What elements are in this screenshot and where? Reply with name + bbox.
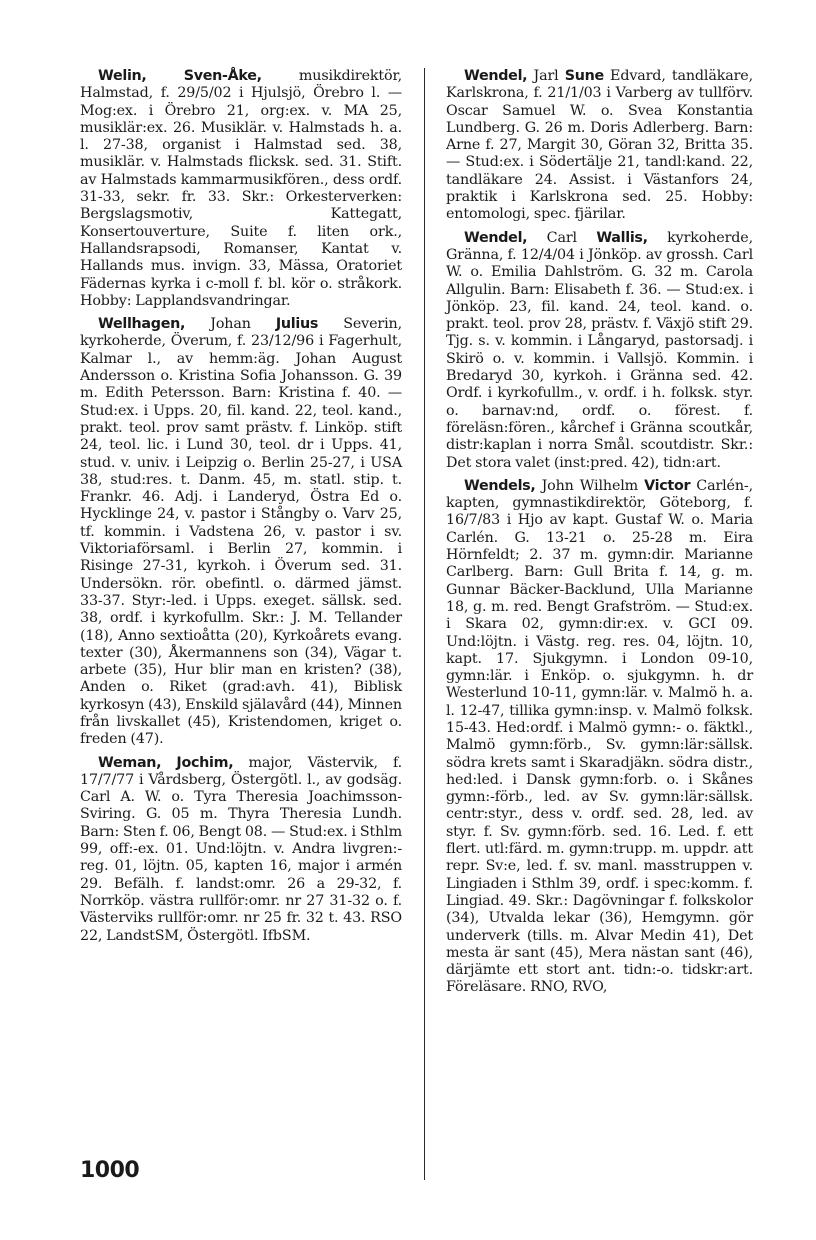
entry-called-name: Victor <box>644 477 691 494</box>
entry-given-name: Johan <box>210 316 276 333</box>
entry-text: kyrkoherde, Gränna, f. 12/4/04 i Jönköp. av grossh. Carl W. o. Emilia Dahlström. G. 32 m. Carola Allgulin. Barn: Elisabeth f. 36. — Stud:ex. i Jönköp. 23, fil. kand. 24, teol. kand. o. prakt. teol. prov 28, prästv. f. Växjö stift 29. Tjg. s. v. kommin. i Långaryd, pastorsadj. i Skirö o. v. kommin. i Vallsjö. Kommin. i Bredaryd 30, kyrkoh. i Gränna sed. 42. Ordf. i kyrkofullm., v. ordf. i h. folksk. styr. o. barnav:nd, ordf. o. förest. f. föreläsn:fören., kårchef i Gränna scoutkår, distr:kaplan i norra Smål. scoutdistr. Skr.: Det stora valet (inst:pred. 42), tidn:art. <box>446 229 753 471</box>
entry-surname: Wellhagen, <box>98 316 186 333</box>
entry-text: kapten, gymnastikdirektör, Göteborg, f. 16/7/83 i Hjo av kapt. Gustaf W. o. Maria Carlén. G. 13-21 o. 25-28 m. Eira Hörnfeldt; 2. 37 m. gymn:dir. Marianne Carlberg. Barn: Gull Brita f. 14, g. m. Gunnar Bäcker-Backlund, Ulla Marianne 18, g. m. red. Bengt Grafström. — Stud:ex. i Skara 02, gymn:dir:ex. v. GCI 09. Und:löjtn. i Västg. reg. res. 04, löjtn. 10, kapt. 17. Sjukgymn. i London 09-10, gymn:lär. i Enköp. o. sjukgymn. h. dr Westerlund 10-11, gymn:lär. v. Malmö h. a. l. 12-47, tillika gymn:insp. v. Malmö folksk. 15-43. Hed:ordf. i Malmö gymn:- o. fäktkl., Malmö gymn:förb., Sv. gymn:lär:sällsk. södra krets samt i Skaradjäkn. södra distr., hed:led. i Dansk gymn:forb. o. i Skånes gymn:-förb., led. av Sv. gymn:lär:sällsk. centr:styr., dess v. ordf. sed. 28, led. av styr. f. Sv. gymn:förb. sed. 16. Led. f. ett flert. utl:färd. m. gymn:trupp. m. uppdr. att repr. Sv:e, led. f. sv. manl. masstruppen v. Lingiaden i Sthlm 39, ordf. i spec:komm. f. Lingiad. 49. Skr.: Dagövningar f. folkskolor (34), Utvalda lekar (36), Hemgymn. gör underverk (tills. m. Alvar Medin 41), Det mesta är sant (45), Mera nästan sant (46), därjämte ett stort ant. tidn:-o. tidskr:art. Föreläsare. RNO, RVO, <box>446 495 753 996</box>
entry-given-name-rest: Carlén-, <box>690 477 754 494</box>
entry-given-name: Jarl <box>533 68 565 84</box>
entry-text: kyrkoherde, Överum, f. 23/12/96 i Fagerhult, Kalmar l., av hemm:äg. Johan August Andersson o. Kristina Sofia Johansson. G. 39 m. Edith Petersson. Barn: Kristina f. 40. — Stud:ex. i Upps. 20, fil. kand. 22, teol. kand., prakt. teol. prov samt prästv. f. Linköp. stift 24, teol. lic. i Lund 30, teol. dr i Upps. 41, stud. v. univ. i Leipzig o. Berlin 25-27, i USA 38, stud:res. t. Danm. 45, m. statl. stip. t. Frankr. 46. Adj. i Landeryd, Östra Ed o. Hycklinge 24, v. pastor i Stångby o. Varv 25, tf. kommin. i Vadstena 26, v. pastor i sv. Viktoriaförsaml. i Berlin 27, kommin. i Risinge 27-31, kyrkoh. i Överum sed. 31. Undersökn. rör. obefintl. o. därmed jämst. 33-37. Styr:-led. i Upps. exeget. sällsk. sed. 38, ordf. i kyrkofullm. Skr.: J. M. Tellander (18), Anno sextioåtta (20), Kyrkoårets evang. texter (30), Åkermannens son (34), Vägar t. arbete (35), Hur blir man en kristen? (38), Anden o. Riket (grad:avh. 41), Biblisk kyrkosyn (43), Enskild själavård (44), Minnen från livskallet (45), Kristendomen, kriget o. freden (47). <box>80 333 402 748</box>
entry-surname: Weman, <box>98 754 162 771</box>
entry-given-name-rest: Severin, <box>318 316 402 333</box>
biography-entry <box>446 68 753 224</box>
entry-given-name-rest: Edvard, <box>603 68 666 84</box>
entry-text: musikdirektör, Halmstad, f. 29/5/02 i Hjulsjö, Örebro l. — Mog:ex. i Örebro 21, org:ex. v. MA 25, musiklär:ex. 26. Musiklär. v. Halmstads h. a. l. 27-38, organist i Halmstad sed. 38, musiklär. v. Halmstads flicksk. sed. 31. Stift. av Halmstads kammarmusikfören., dess ordf. 31-33, sekr. fr. 33. Skr.: Orkesterverken: Bergslagsmotiv, Kattegatt, Konsertouverture, Suite f. liten ork., Hallandsrapsodi, Romanser, Kantat v. Hallands mus. invign. 33, Mässa, Oratoriet Fädernas kyrka i c-moll f. bl. kör o. stråkork. Hobby: Lapplandsvandringar. <box>80 68 402 309</box>
entry-surname: Wendel, <box>464 68 528 84</box>
entry-given-name: Carl <box>546 229 597 246</box>
column-divider <box>424 68 425 1180</box>
biography-entry <box>446 230 753 472</box>
right-column <box>446 68 753 1003</box>
page-number: 1000 <box>80 1158 140 1183</box>
left-column <box>80 68 402 951</box>
entry-called-name: Sune <box>564 68 604 84</box>
entry-given-name: John Wilhelm <box>541 477 645 494</box>
biography-entry <box>80 68 402 310</box>
entry-surname: Welin, <box>98 68 147 84</box>
entry-surname: Wendel, <box>464 229 528 246</box>
biography-entry <box>446 478 753 997</box>
biography-entry <box>80 755 402 945</box>
biography-entry <box>80 316 402 748</box>
entry-surname: Wendels, <box>464 477 536 494</box>
entry-called-name: Wallis, <box>596 229 648 246</box>
entry-text: major, Västervik, f. 17/7/77 i Vårdsberg, Östergötl. l., av godsäg. Carl A. W. o. Tyra Theresia Joachimsson-Sviring. G. 05 m. Thyra Theresia Lundh. Barn: Sten f. 06, Bengt 08. — Stud:ex. i Sthlm 99, off:-ex. 01. Und:löjtn. v. Andra livgren:-reg. 01, löjtn. 05, kapten 16, major i armén 29. Befälh. f. landst:omr. 26 a 29-32, f. Norrköp. västra rullför:omr. nr 27 31-32 o. f. Västerviks rullför:omr. nr 25 fr. 32 t. 43. RSO 22, LandstSM, Östergötl. IfbSM. <box>80 754 403 944</box>
entry-called-name: Sven-Åke, <box>183 68 262 84</box>
entry-text: tandläkare, Karlskrona, f. 21/1/03 i Varberg av tullförv. Oscar Samuel W. o. Svea Konstantia Lundberg. G. 26 m. Doris Adlerberg. Barn: Arne f. 27, Margit 30, Göran 32, Britta 35. — Stud:ex. i Södertälje 21, tandl:kand. 22, tandläkare 24. Assist. i Västanfors 24, praktik i Karlskrona sed. 25. Hobby: entomologi, spec. fjärilar. <box>446 68 753 223</box>
entry-called-name: Jochim, <box>176 754 234 771</box>
entry-called-name: Julius <box>275 316 319 333</box>
